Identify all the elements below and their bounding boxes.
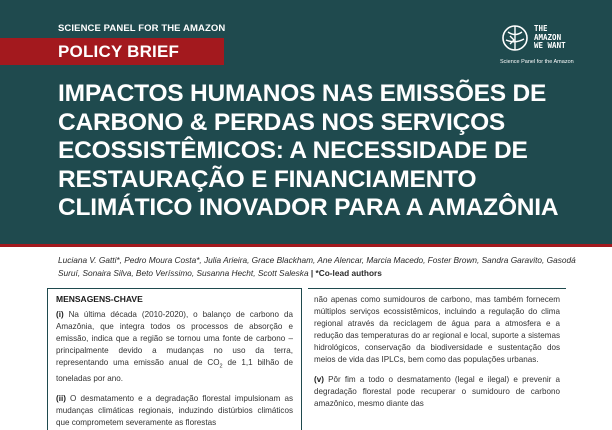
globe-icon [500, 23, 530, 53]
message-continued: não apenas como sumidouros de carbono, mas também fornecem múltiplos serviços ecossistêmicos, incluindo a regulação do clima regional através da reciclagem de água para a atmosfera e a redução das temperaturas do ar regional e local, suporte a sistemas hidrológicos, conservação da biodiversidade e sustentação dos meios de vida das IPLCs, bem como das populações urbanas. [314, 295, 560, 364]
page-title: IMPACTOS HUMANOS NAS EMISSÕES DE CARBONO & PERDAS NOS SERVIÇOS ECOSSISTÊMICOS: A NECESSIDADE DE RESTAURAÇÃO E FINANCIAMENTO CLIMÁTICO INOVADOR PARA A AMAZÔNIA [58, 80, 559, 221]
co-lead-note: | *Co-lead authors [308, 268, 382, 278]
message-ii [56, 393, 293, 429]
message-v [314, 374, 560, 410]
policy-brief-text: POLICY BRIEF [58, 42, 180, 61]
org-name: SCIENCE PANEL FOR THE AMAZON [58, 23, 226, 34]
message-v-label: (v) [314, 375, 324, 384]
logo-subtitle: Science Panel for the Amazon [500, 59, 574, 65]
author-list [58, 254, 598, 280]
message-ii-text: O desmatamento e a degradação florestal impulsionam as mudanças climáticas regionais, induzindo distúrbios climáticos que comprometem severamente as florestas [56, 393, 293, 427]
policy-brief-label [0, 38, 224, 65]
key-messages [47, 288, 567, 430]
message-i-subscript: 2 [219, 363, 223, 370]
header-divider [0, 244, 612, 247]
key-messages-right-column [308, 288, 566, 430]
logo-wordmark: THE AMAZON WE WANT [534, 24, 566, 50]
author-names: Luciana V. Gatti*, Pedro Moura Costa*, Julia Arieira, Grace Blackham, Ane Alencar, Marcia Macedo, Foster Brown, Sandra Garavito, Gasodá Suruí, Sonaira Silva, Beto Veríssimo, Susanna Hecht, Scott Saleska [58, 255, 576, 278]
key-messages-heading: MENSAGENS-CHAVE [56, 294, 143, 304]
message-i [56, 309, 293, 385]
message-i-end: de 1,1 bilhão de toneladas por ano. [56, 358, 293, 383]
message-i-text: Na última década (2010-2020), o balanço de carbono da Amazônia, que integra todos os processos de absorção e emissão, indica que a região se tornou uma fonte de carbono – principalmente devido a mudanças no uso da terra, representando uma emissão anual de CO [56, 310, 293, 367]
key-messages-left-column [47, 288, 302, 430]
message-i-label: (i) [56, 310, 64, 319]
message-ii-label: (ii) [56, 393, 66, 403]
amazon-we-want-logo [500, 23, 610, 73]
message-v-text: Pôr fim a todo o desmatamento (legal e ilegal) e prevenir a degradação florestal pode recuperar o sumidouro de carbono amazônico, mesmo diante das [314, 375, 560, 408]
